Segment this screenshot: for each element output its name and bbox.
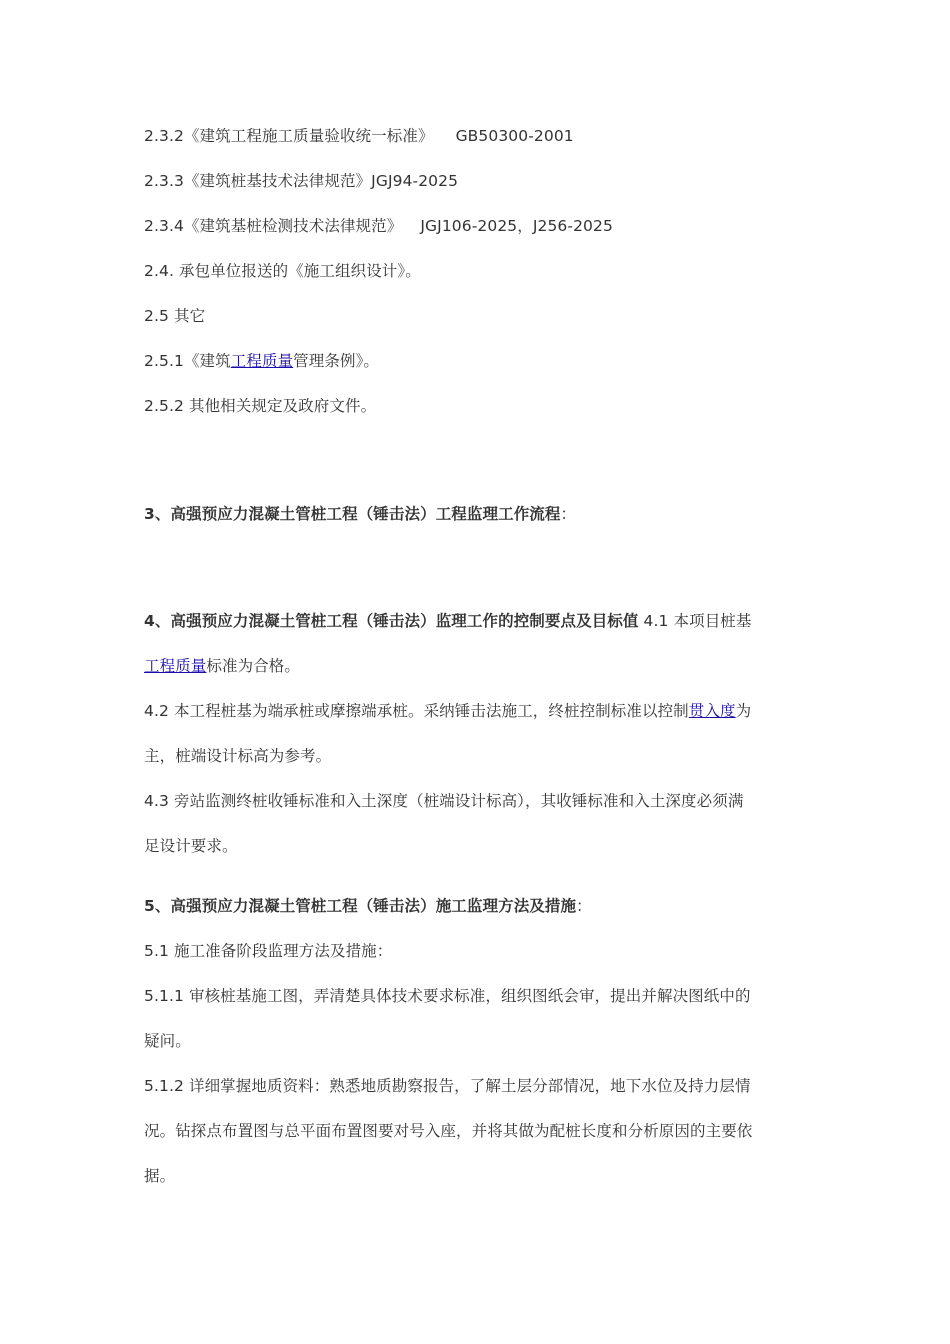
clause-5-1-1 [144,985,804,1007]
section-number: 4 [144,612,155,630]
standard-code: GB50300-2001 [455,127,574,145]
clause-text: 疑问。 [144,1032,191,1050]
engineering-quality-link[interactable]: 工程质量 [144,657,207,675]
clause-5-1 [144,940,804,962]
clause-text: 施工准备阶段监理方法及措施： [168,942,393,960]
clause-2-5-1 [144,350,804,372]
clause-number: 4.3 [144,792,169,810]
clause-5-1-2-continued [144,1120,804,1142]
clause-text-tail: 标准为合格。 [206,657,301,675]
clause-2-5-2 [144,395,804,417]
section-title-tail: ： [576,897,592,915]
clause-4-3 [144,790,804,812]
section-number: 5 [144,897,155,915]
section-title: 、高强预应力混凝土管桩工程（锤击法）监理工作的控制要点及目标值 [154,612,639,630]
clause-2-3-4 [144,215,804,237]
clause-5-1-2 [144,1075,804,1097]
clause-text: 主，桩端设计标高为参考。 [144,747,332,765]
section-title-tail: ： [560,505,577,523]
clause-text: 《建筑 [183,352,231,370]
clause-number: 5.1 [144,942,169,960]
section-5-heading [144,895,804,917]
section-title: 、高强预应力混凝土管桩工程（锤击法）工程监理工作流程 [154,505,561,523]
clause-4-2 [144,700,804,722]
clause-5-1-1-continued [144,1030,804,1052]
standard-code: JGJ94-2025 [371,172,459,190]
clause-number: 2.5 [144,307,169,325]
clause-number: 2.3.4 [144,217,184,235]
clause-2-4 [144,260,804,282]
clause-number: 2.5.1 [144,352,184,370]
clause-4-2-continued [144,745,804,767]
penetration-degree-link[interactable]: 贯入度 [688,702,736,720]
clause-text-tail: 为 [735,702,752,720]
clause-text: 据。 [144,1167,176,1185]
clause-text: 旁站监测终桩收锤标准和入土深度（桩端设计标高），其收锤标准和入土深度必须满 [168,792,744,810]
clause-2-3-3 [144,170,804,192]
clause-text-tail: 管理条例》。 [293,352,380,370]
clause-number: 2.5.2 [144,397,184,415]
clause-text: 《建筑桩基技术法律规范》 [183,172,372,190]
clause-text: 审核桩基施工图，弄清楚具体技术要求标准，组织图纸会审，提出并解决图纸中的 [183,987,751,1005]
clause-text: . 承包单位报送的《施工组织设计》。 [168,262,421,280]
clause-text: 详细掌握地质资料：熟悉地质勘察报告，了解土层分部情况，地下水位及持力层情 [183,1077,751,1095]
clause-text: 本项目桩基 [668,612,752,630]
clause-number: 4.1 [638,612,669,630]
clause-text: 《建筑工程施工质量验收统一标准》 [183,127,434,145]
clause-2-3-2 [144,125,804,147]
section-4-1-continued [144,655,804,677]
clause-4-3-continued [144,835,804,857]
clause-text: 《建筑基桩检测技术法律规范》 [183,217,403,235]
clause-text: 况。钻探点布置图与总平面布置图要对号入座，并将其做为配桩长度和分析原因的主要依 [144,1122,753,1140]
clause-5-1-2-end [144,1165,804,1187]
section-title: 、高强预应力混凝土管桩工程（锤击法）施工监理方法及措施 [154,897,577,915]
clause-number: 2.3.3 [144,172,184,190]
clause-number: 2.3.2 [144,127,184,145]
section-4-heading [144,610,804,632]
clause-number: 5.1.2 [144,1077,184,1095]
clause-number: 5.1.1 [144,987,184,1005]
clause-text: 其它 [168,307,206,325]
clause-text: 足设计要求。 [144,837,238,855]
clause-2-5 [144,305,804,327]
clause-text: 其他相关规定及政府文件。 [183,397,377,415]
section-3-heading [144,503,804,525]
standard-code: JGJ106-2025，J256-2025 [420,217,613,235]
engineering-quality-link[interactable]: 工程质量 [230,352,294,370]
clause-number: 4.2 [144,702,169,720]
clause-text: 本工程桩基为端承桩或摩擦端承桩。采纳锤击法施工，终桩控制标准以控制 [168,702,689,720]
clause-number: 2.4 [144,262,169,280]
section-number: 3 [144,505,155,523]
